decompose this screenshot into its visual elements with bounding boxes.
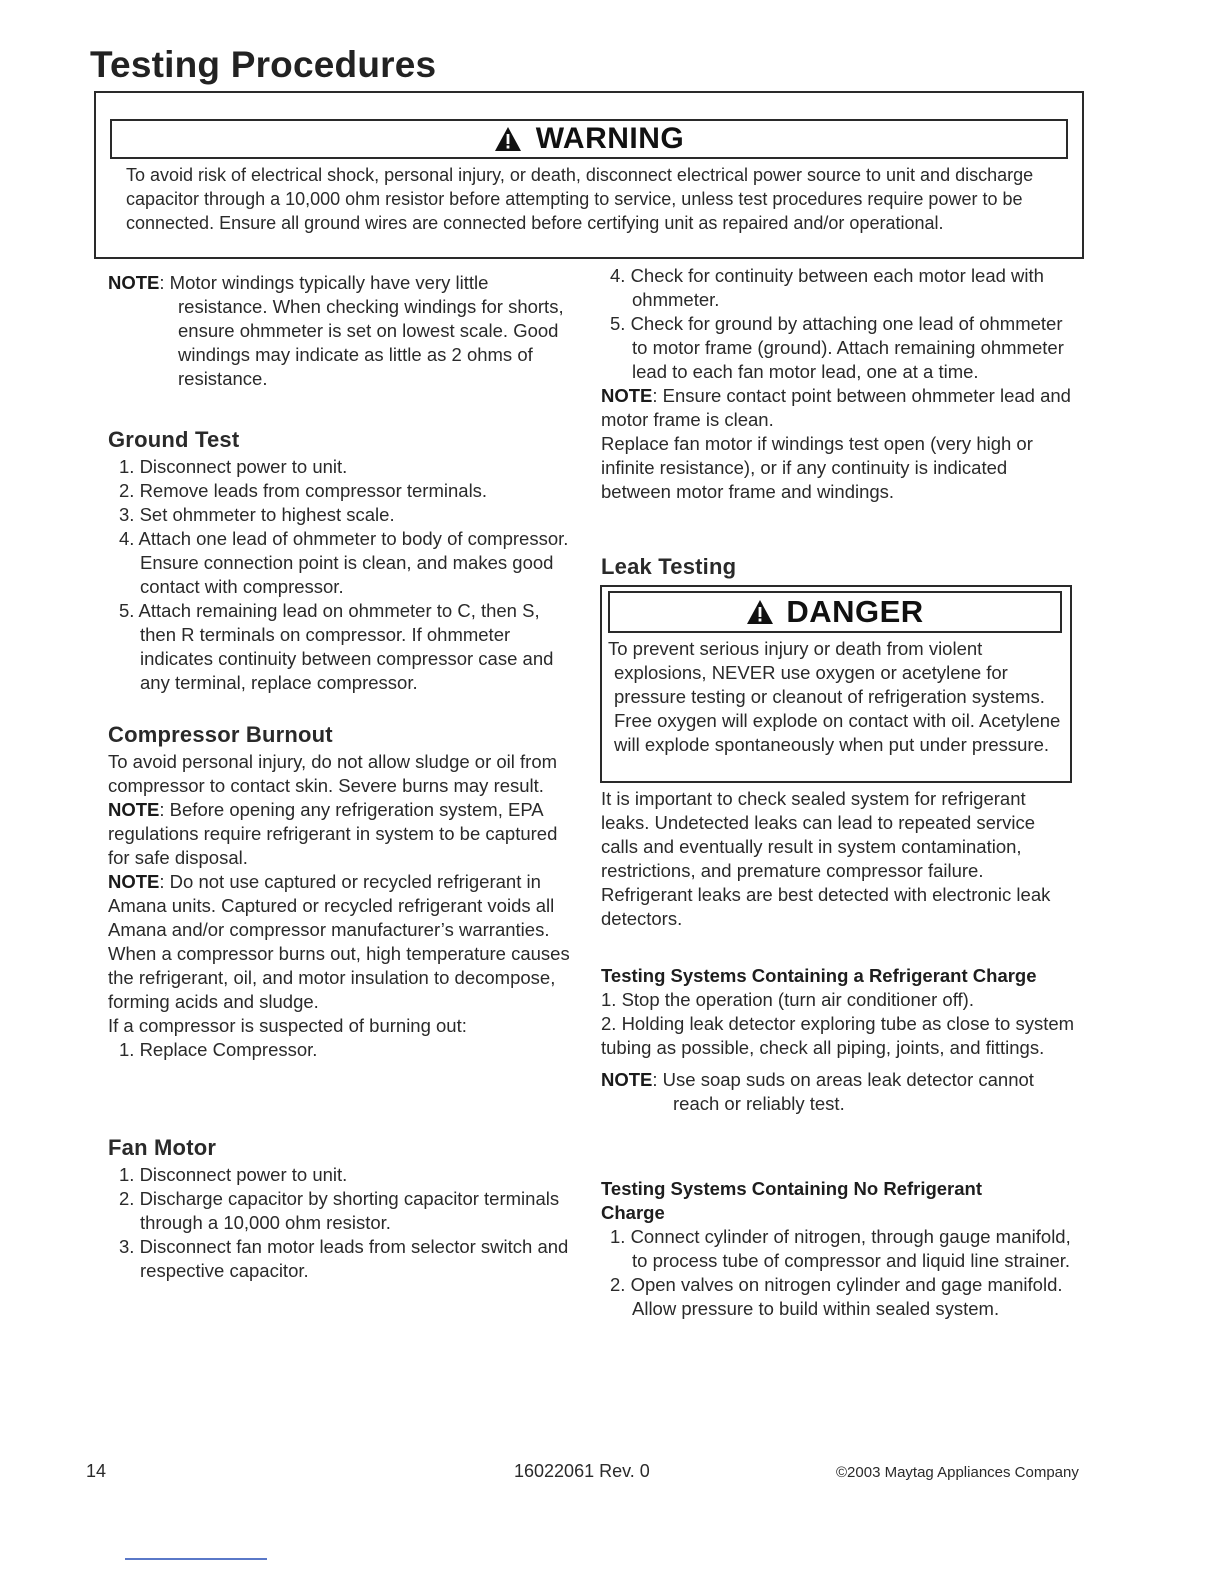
note-paragraph (108, 798, 583, 870)
burnout-para: When a compressor burns out, high temperature causes the refrigerant, oil, and motor insulation to decompose, forming acids and sludge. (108, 943, 570, 1012)
nocharge-subheading: Testing Systems Containing No Refrigerant Charge (601, 1178, 983, 1223)
fan-motor-section (108, 1136, 578, 1283)
note-paragraph (601, 384, 1076, 432)
list-item: 3. Set ohmmeter to highest scale. (119, 504, 395, 525)
danger-text-rest: explosions, NEVER use oxygen or acetylene for pressure testing or cleanout of refrigeration systems. Free oxygen will explode on contact with oil. Acetylene will explode spontaneously when put under pressure. (614, 662, 1061, 755)
note-paragraph (601, 1068, 1076, 1116)
document-number: 16022061 Rev. 0 (514, 1461, 650, 1481)
compressor-burnout-heading: Compressor Burnout (108, 722, 333, 747)
leak-para: Refrigerant leaks are best detected with electronic leak detectors. (601, 884, 1051, 929)
ground-test-section (108, 428, 578, 695)
list-item: 1. Connect cylinder of nitrogen, through gauge manifold, to process tube of compressor and liquid line strainer. (610, 1226, 1071, 1271)
note-label: NOTE (601, 1069, 653, 1090)
leak-testing-body (601, 787, 1076, 931)
note-label: NOTE (601, 385, 653, 406)
warning-label: WARNING (535, 122, 685, 155)
list-item: 2. Remove leads from compressor terminals. (119, 480, 488, 501)
leak-testing-heading: Leak Testing (601, 554, 737, 579)
hazard-icon (746, 599, 774, 625)
list-item: 2. Open valves on nitrogen cylinder and gage manifold. Allow pressure to build within sealed system. (610, 1274, 1063, 1319)
warning-box (94, 91, 1084, 259)
note-paragraph (108, 870, 583, 942)
list-item: 1. Disconnect power to unit. (119, 456, 348, 477)
list-item: 1. Disconnect power to unit. (119, 1164, 348, 1185)
list-item: 1. Stop the operation (turn air conditioner off). (601, 989, 974, 1010)
note-text: : Ensure contact point between ohmmeter lead and motor frame is clean. (601, 385, 1071, 430)
page-number: 14 (86, 1461, 107, 1481)
list-item: 3. Disconnect fan motor leads from selector switch and respective capacitor. (119, 1236, 569, 1281)
leak-para: It is important to check sealed system for refrigerant leaks. Undetected leaks can lead to repeated service calls and eventually result in system contamination, restrictions, and premature compressor failure. (601, 788, 1035, 881)
danger-label: DANGER (786, 594, 924, 629)
danger-text-first: To prevent serious injury or death from violent (608, 638, 983, 659)
charge-section (601, 964, 1076, 1116)
list-item: 4. Check for continuity between each motor lead with ohmmeter. (610, 265, 1044, 310)
note-label: NOTE (108, 871, 160, 892)
list-item: 2. Holding leak detector exploring tube as close to system tubing as possible, check all piping, joints, and fittings. (601, 1013, 1075, 1058)
list-item: 1. Replace Compressor. (119, 1039, 318, 1060)
note-text: : Use soap suds on areas leak detector cannot reach or reliably test. (652, 1069, 1034, 1114)
danger-box (600, 585, 1072, 783)
burnout-intro: To avoid personal injury, do not allow sludge or oil from compressor to contact skin. Severe burns may result. (108, 751, 558, 796)
burnout-para: If a compressor is suspected of burning out: (108, 1015, 467, 1036)
note-text: : Do not use captured or recycled refrigerant in Amana units. Captured or recycled refrigerant voids all Amana and/or compressor manufacturer’s warranties. (108, 871, 555, 940)
charge-subheading: Testing Systems Containing a Refrigerant Charge (601, 965, 1037, 986)
note-label: NOTE (108, 272, 160, 293)
list-item: 2. Discharge capacitor by shorting capacitor terminals through a 10,000 ohm resistor. (119, 1188, 560, 1233)
warning-text: To avoid risk of electrical shock, personal injury, or death, disconnect electrical power source to unit and discharge capacitor through a 10,000 ohm resistor before attempting to service, unless test procedures require power to be connected. Ensure all ground wires are connected before certifying unit as repaired and/or operational. (126, 165, 1034, 233)
note-label: NOTE (108, 799, 160, 820)
note-text: : Motor windings typically have very little resistance. When checking windings for shorts, ensure ohmmeter is set on lowest scale. Good windings may indicate as little as 2 ohms of resistance. (159, 272, 564, 389)
ground-test-heading: Ground Test (108, 427, 240, 452)
fan-motor-heading: Fan Motor (108, 1135, 217, 1160)
nocharge-section (601, 1177, 1076, 1321)
warning-header (110, 119, 1068, 159)
left-note (108, 271, 578, 391)
divider-line (125, 1558, 267, 1560)
copyright: ©2003 Maytag Appliances Company (836, 1464, 1079, 1481)
fan-motor-continued (601, 264, 1076, 504)
replace-paragraph: Replace fan motor if windings test open (very high or infinite resistance), or if any continuity is indicated between motor frame and windings. (601, 433, 1033, 502)
compressor-burnout-section (108, 723, 583, 1062)
page-title: Testing Procedures (90, 44, 437, 85)
danger-text (608, 637, 1062, 757)
danger-header (608, 591, 1062, 633)
list-item: 4. Attach one lead of ohmmeter to body of compressor. Ensure connection point is clean, and makes good contact with compressor. (119, 528, 569, 597)
list-item: 5. Attach remaining lead on ohmmeter to C, then S, then R terminals on compressor. If ohmmeter indicates continuity between compressor case and any terminal, replace compressor. (119, 600, 554, 693)
hazard-icon (494, 126, 522, 152)
note-text: : Before opening any refrigeration system, EPA regulations require refrigerant in system to be captured for safe disposal. (108, 799, 558, 868)
list-item: 5. Check for ground by attaching one lead of ohmmeter to motor frame (ground). Attach remaining ohmmeter lead to each fan motor lead, one at a time. (610, 313, 1064, 382)
